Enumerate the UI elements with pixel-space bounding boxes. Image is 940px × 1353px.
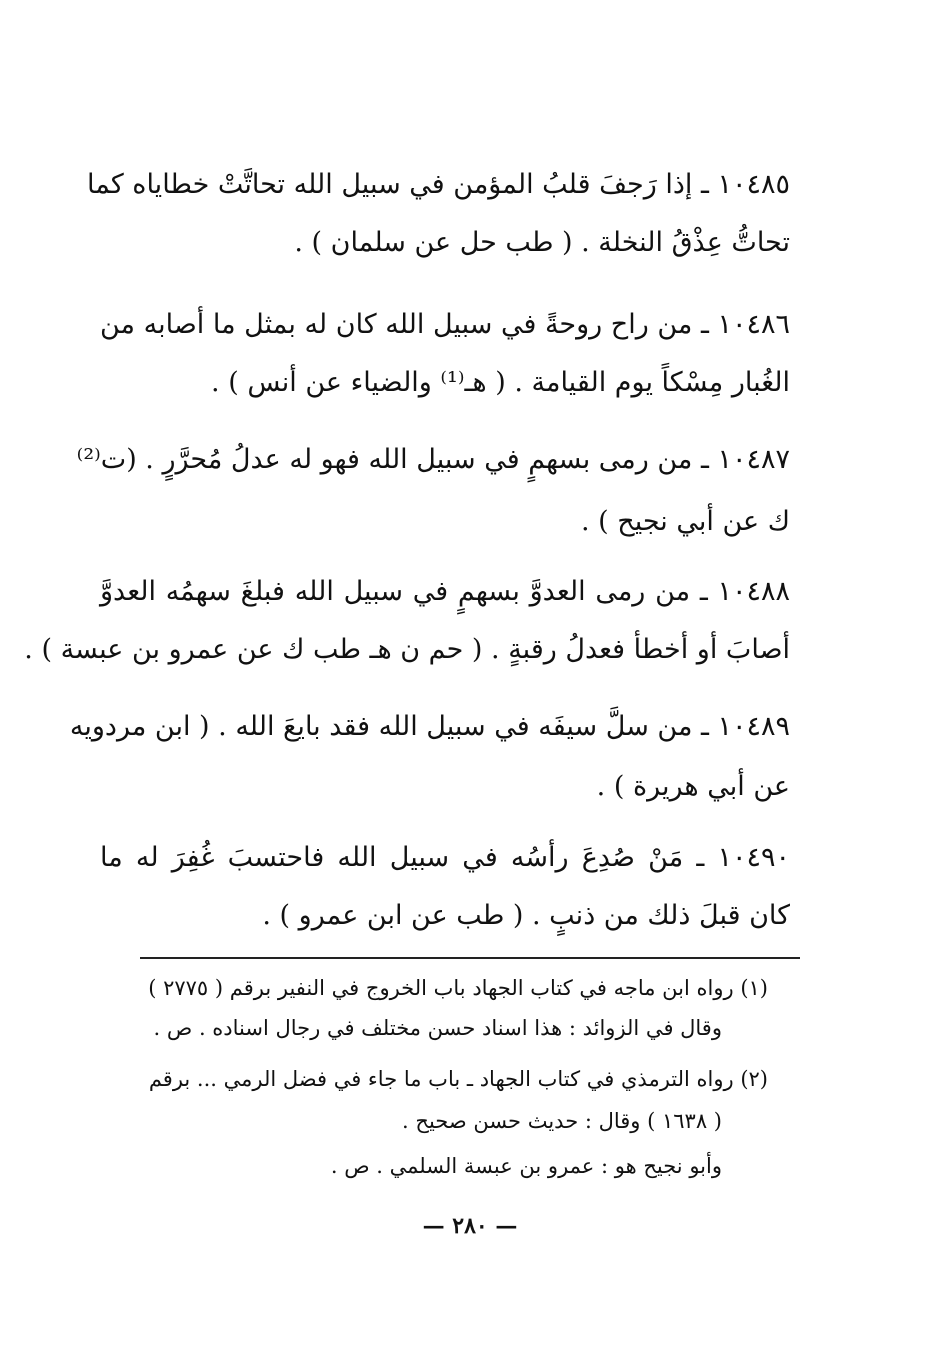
footnote-1-line-1: (١) رواه ابن ماجه في كتاب الجهاد باب الخروج في النفير برقم ( ٢٧٧٥ ) bbox=[148, 976, 768, 1000]
footnote-2-line-1: (٢) رواه الترمذي في كتاب الجهاد ـ باب ما جاء في فضل الرمي ... برقم bbox=[148, 1067, 768, 1091]
hadith-10487-line-1: ١٠٤٨٧ ـ من رمى بسهمٍ في سبيل الله فهو له عدلُ مُحرَّرٍ . (ت⁽²⁾ bbox=[76, 444, 790, 475]
hadith-10490-line-1: ١٠٤٩٠ ـ مَنْ صُدِعَ رأسُه في سبيل الله فاحتسبَ غُفِرَ له ما bbox=[100, 842, 790, 873]
page-number: — ٢٨٠ — bbox=[422, 1213, 518, 1239]
hadith-10489-line-1: ١٠٤٨٩ ـ من سلَّ سيفَه في سبيل الله فقد بايعَ الله . ( ابن مردويه bbox=[69, 711, 790, 742]
hadith-10488-line-2: أصابَ أو أخطأ فعدلُ رقبةٍ . ( حم ن هـ طب ك عن عمرو بن عبسة ) . bbox=[24, 634, 790, 665]
hadith-10486-line-1: ١٠٤٨٦ ـ من راح روحةً في سبيل الله كان له بمثل ما أصابه من bbox=[100, 309, 790, 340]
hadith-10487-line-2: ك عن أبي نجيح ) . bbox=[581, 506, 790, 537]
hadith-10486-line-2: الغُبار مِسْكاً يوم القيامة . ( هـ⁽¹⁾ والضياء عن أنس ) . bbox=[211, 367, 790, 398]
hadith-10488-line-1: ١٠٤٨٨ ـ من رمى العدوَّ بسهمٍ في سبيل الله فبلغَ سهمُه العدوَّ bbox=[100, 576, 790, 607]
footnote-2-line-2: ( ١٦٣٨ ) وقال : حديث حسن صحيح . bbox=[402, 1109, 722, 1133]
footnote-2-line-3: وأبو نجيح هو : عمرو بن عبسة السلمي . ص . bbox=[330, 1154, 722, 1178]
hadith-10490-line-2: كان قبلَ ذلك من ذنبٍ . ( طب عن ابن عمرو ) . bbox=[262, 900, 790, 931]
hadith-10489-line-2: عن أبي هريرة ) . bbox=[596, 771, 790, 802]
hadith-10485-line-2: تحاتُّ عِذْقُ النخلة . ( طب حل عن سلمان ) . bbox=[294, 227, 790, 258]
hadith-10485-line-1: ١٠٤٨٥ ـ إذا رَجفَ قلبُ المؤمن في سبيل الله تحاتَّتْ خطاياه كما bbox=[87, 169, 790, 200]
footnote-separator bbox=[140, 957, 800, 959]
footnote-1-line-2: وقال في الزوائد : هذا اسناد حسن مختلف في رجال اسناده . ص . bbox=[153, 1016, 722, 1040]
